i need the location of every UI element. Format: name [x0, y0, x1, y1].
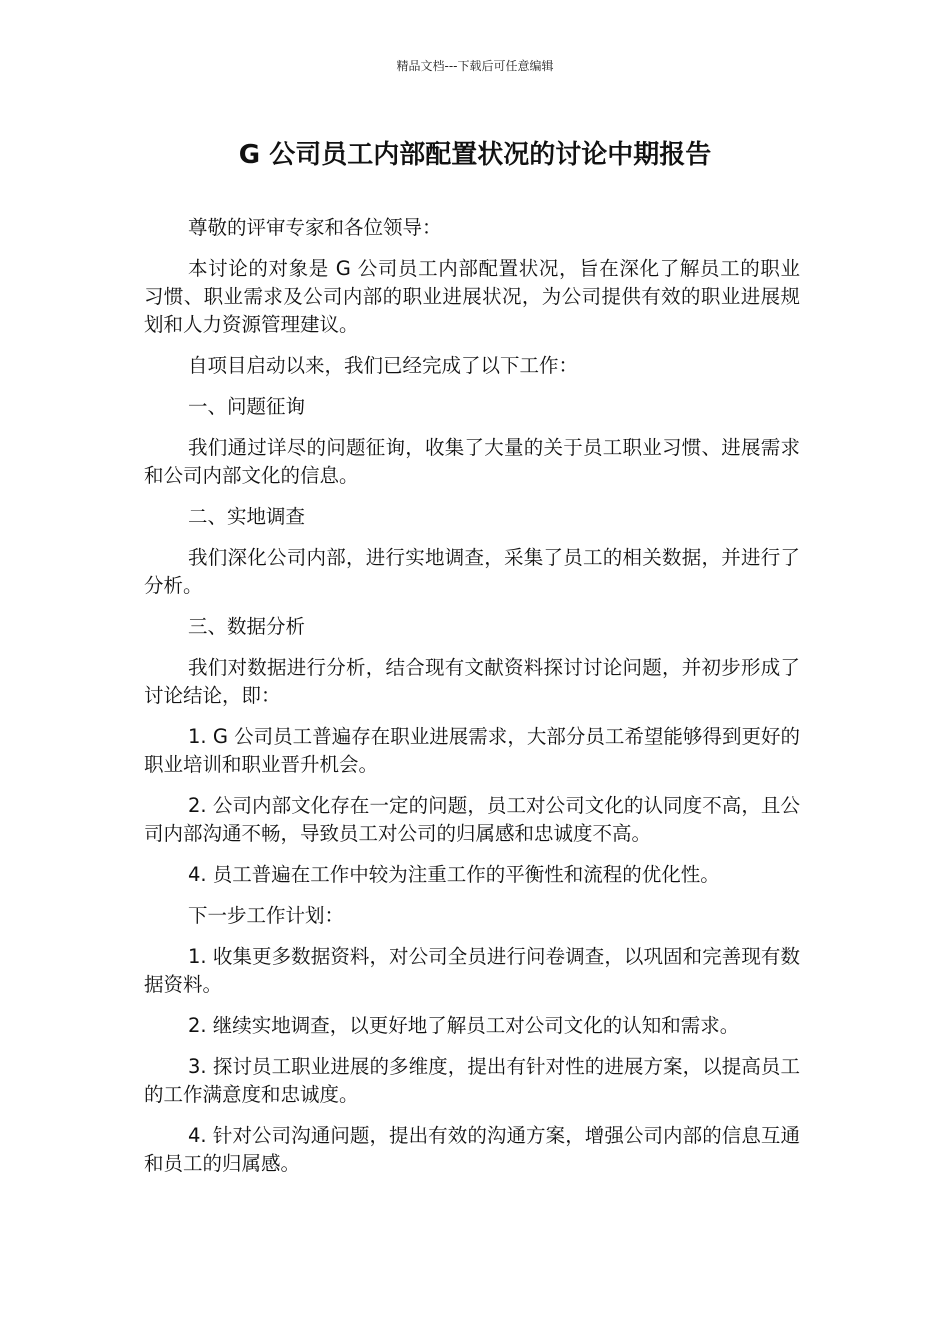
- plan-item: 3. 探讨员工职业进展的多维度，提出有针对性的进展方案，以提高员工的工作满意度和忠诚度。: [144, 1055, 800, 1106]
- body-paragraph: 我们对数据进行分析，结合现有文献资料探讨讨论问题，并初步形成了讨论结论，即：: [144, 656, 800, 707]
- finding-item: 4. 员工普遍在工作中较为注重工作的平衡性和流程的优化性。: [188, 863, 720, 886]
- plan-heading: 下一步工作计划：: [188, 904, 345, 927]
- plan-item: 1. 收集更多数据资料，对公司全员进行问卷调查，以巩固和完善现有数据资料。: [144, 945, 800, 996]
- finding-item: 2. 公司内部文化存在一定的问题，员工对公司文化的认同度不高，且公司内部沟通不畅，导致员工对公司的归属感和忠诚度不高。: [144, 794, 800, 845]
- intro-paragraph: 本讨论的对象是 G 公司员工内部配置状况，旨在深化了解员工的职业习惯、职业需求及公司内部的职业进展状况，为公司提供有效的职业进展规划和人力资源管理建议。: [144, 257, 800, 336]
- plan-item: 2. 继续实地调查，以更好地了解员工对公司文化的认知和需求。: [188, 1014, 740, 1037]
- document-title: G 公司员工内部配置状况的讨论中期报告: [238, 140, 712, 170]
- section-heading: 二、实地调查: [188, 505, 306, 528]
- header-note: 精品文档---下载后可任意编辑: [396, 59, 554, 73]
- plan-item: 4. 针对公司沟通问题，提出有效的沟通方案，增强公司内部的信息互通和员工的归属感。: [144, 1124, 800, 1175]
- body-paragraph: 我们通过详尽的问题征询，收集了大量的关于员工职业习惯、进展需求和公司内部文化的信息。: [144, 436, 800, 487]
- progress-lead-in: 自项目启动以来，我们已经完成了以下工作：: [188, 354, 579, 377]
- section-heading: 三、数据分析: [188, 615, 306, 638]
- body-paragraph: 我们深化公司内部，进行实地调查，采集了员工的相关数据，并进行了分析。: [144, 546, 800, 597]
- section-heading: 一、问题征询: [188, 395, 306, 418]
- salutation: 尊敬的评审专家和各位领导：: [188, 216, 442, 239]
- finding-item: 1. G 公司员工普遍存在职业进展需求，大部分员工希望能够得到更好的职业培训和职业晋升机会。: [144, 725, 800, 776]
- document-body: [144, 214, 800, 1191]
